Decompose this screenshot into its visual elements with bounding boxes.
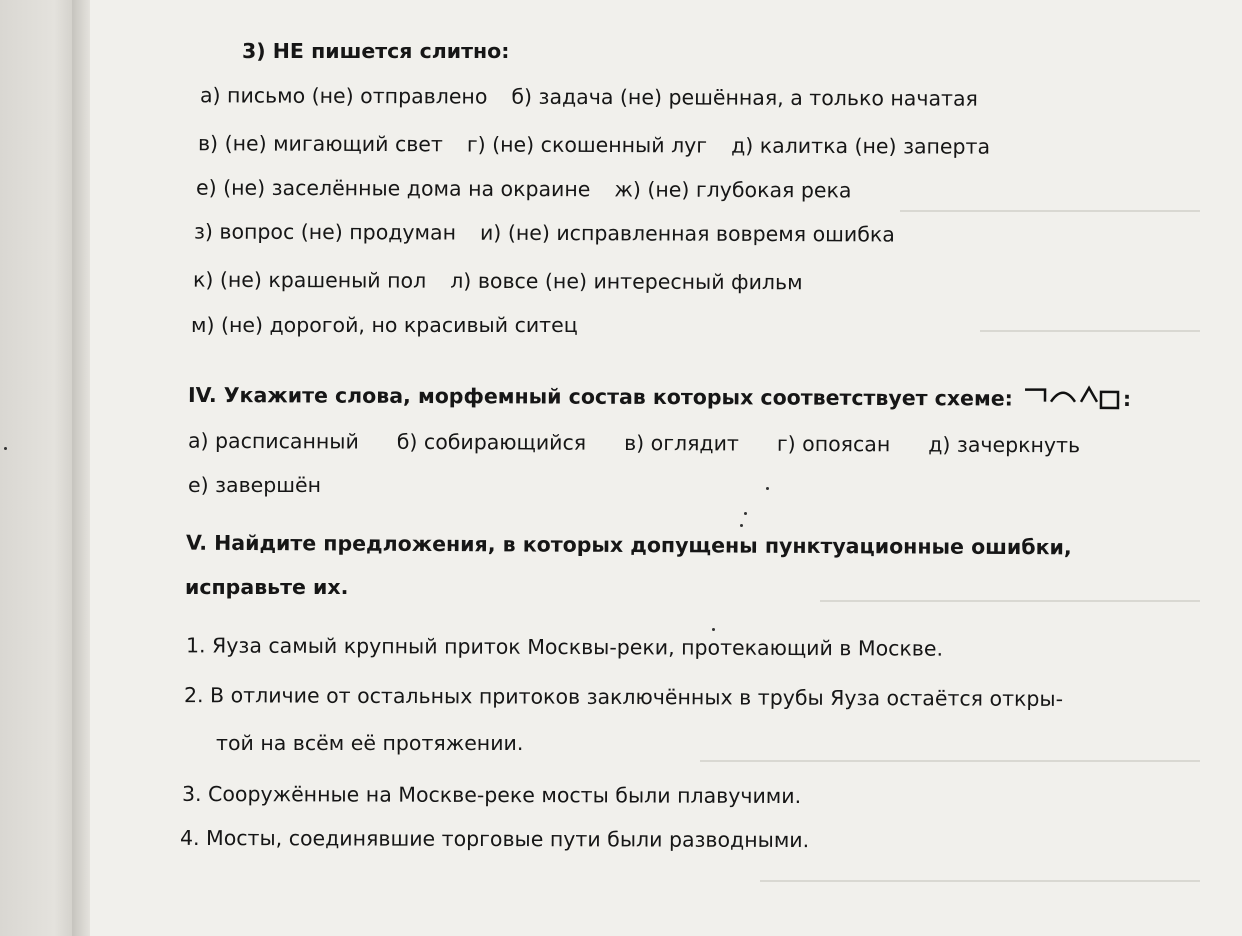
exercise-line bbox=[188, 472, 321, 498]
option-item: з) вопрос (не) продуман bbox=[193, 219, 457, 245]
print-speck bbox=[740, 524, 743, 527]
option-item: б) собирающийся bbox=[396, 429, 587, 455]
print-speck bbox=[712, 628, 715, 631]
show-through-line bbox=[760, 880, 1200, 882]
option-item: м) (не) дорогой, но красивый ситец bbox=[191, 313, 578, 337]
option-item: б) задача (не) решённая, а только начатая bbox=[511, 84, 978, 111]
exercise-line bbox=[196, 175, 852, 204]
option-item: а) расписанный bbox=[187, 428, 359, 454]
sentence-item: 2. В отличие от остальных притоков заключённых в трубы Яуза остаётся откры- bbox=[183, 683, 1064, 711]
morpheme-scheme-icon bbox=[1023, 382, 1123, 418]
section-3-heading: 3) НЕ пишется слитно: bbox=[242, 39, 510, 63]
option-item: в) (не) мигающий свет bbox=[197, 131, 443, 157]
option-item: и) (не) исправленная вовремя ошибка bbox=[479, 220, 895, 247]
option-item: е) завершён bbox=[188, 473, 322, 497]
exercise-line bbox=[188, 428, 1080, 459]
print-speck bbox=[766, 487, 769, 490]
section-5-heading-cont: исправьте их. bbox=[185, 575, 349, 599]
exercise-line bbox=[200, 82, 978, 111]
sentence-item-cont: той на всём её протяжении. bbox=[216, 731, 524, 755]
show-through-line bbox=[980, 330, 1200, 332]
option-item: г) (не) скошенный луг bbox=[466, 132, 708, 158]
show-through-line bbox=[700, 760, 1200, 762]
option-item: д) калитка (не) заперта bbox=[731, 133, 991, 159]
exercise-line bbox=[193, 267, 803, 296]
show-through-line bbox=[820, 600, 1200, 602]
print-speck bbox=[744, 512, 747, 515]
sentence-item: 1. Яуза самый крупный приток Москвы-реки, протекающий в Москве. bbox=[185, 633, 944, 661]
exercise-line bbox=[198, 130, 990, 159]
option-item: е) (не) заселённые дома на окраине bbox=[195, 175, 591, 202]
sentence-item: 3. Сооружённые на Москве-реке мосты были плавучими. bbox=[181, 781, 802, 809]
section-5-heading: V. Найдите предложения, в которых допущены пунктуационные ошибки, bbox=[185, 530, 1072, 560]
print-speck bbox=[4, 447, 7, 450]
exercise-line bbox=[194, 218, 895, 247]
show-through-line bbox=[900, 210, 1200, 212]
option-item: д) зачеркнуть bbox=[928, 432, 1081, 458]
option-item: а) письмо (не) отправлено bbox=[199, 83, 488, 109]
option-item: к) (не) крашеный пол bbox=[192, 267, 427, 293]
option-item: л) вовсе (не) интересный фильм bbox=[450, 268, 803, 295]
section-4-heading: IV. Укажите слова, морфемный состав которых соответствует схеме: : bbox=[188, 378, 1131, 418]
left-page-edge bbox=[0, 0, 78, 936]
option-item: в) оглядит bbox=[624, 430, 739, 456]
sentence-item: 4. Мосты, соединявшие торговые пути были разводными. bbox=[179, 825, 810, 853]
option-item: ж) (не) глубокая река bbox=[614, 177, 852, 203]
option-item: г) опоясан bbox=[776, 431, 891, 457]
exercise-line bbox=[191, 312, 578, 338]
